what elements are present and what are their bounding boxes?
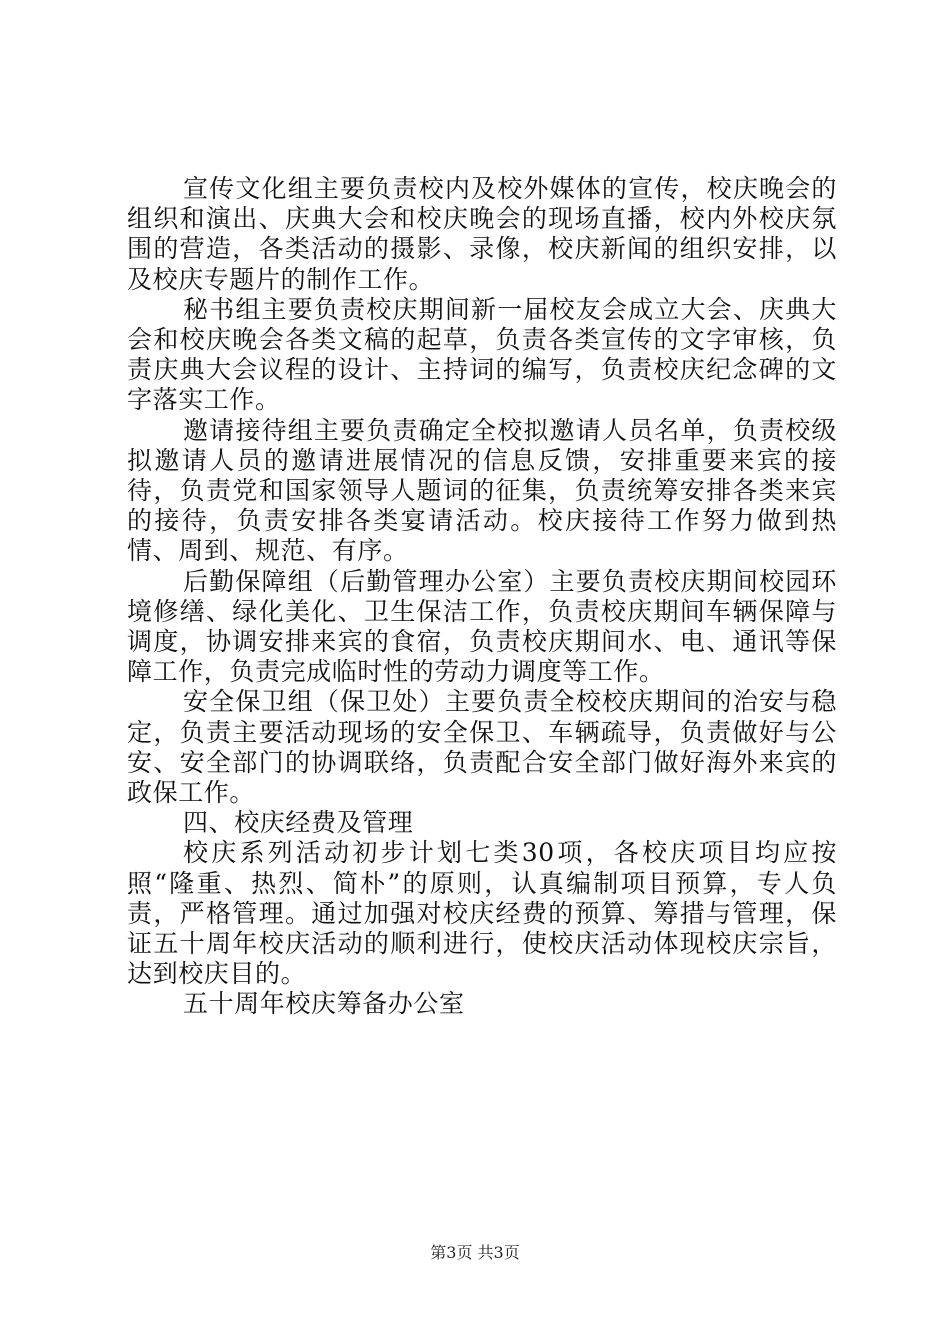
page-footer: 第3页 共3页 — [430, 1243, 520, 1262]
paragraph-publicity-group: 宣传文化组主要负责校内及校外媒体的宣传，校庆晚会的组织和演出、庆典大会和校庆晚会的现场直播，校内外校庆氛围的营造，各类活动的摄影、录像，校庆新闻的组织安排，以及校庆专题片的制作工作。 — [127, 174, 837, 294]
section-heading-funding: 四、校庆经费及管理 — [183, 808, 414, 838]
paragraph-security-group: 安全保卫组（保卫处）主要负责全校校庆期间的治安与稳定，负责主要活动现场的安全保卫、车辆疏导，负责做好与公安、安全部门的协调联络，负责配合安全部门做好海外来宾的政保工作。 — [127, 687, 837, 808]
paragraph-reception-group: 邀请接待组主要负责确定全校拟邀请人员名单，负责校级拟邀请人员的邀请进展情况的信息反馈，安排重要来宾的接待，负责党和国家领导人题词的征集，负责统筹安排各类来宾的接待，负责安排各类宴请活动。校庆接待工作努力做到热情、周到、规范、有序。 — [127, 415, 837, 566]
paragraph-funding: 校庆系列活动初步计划七类30项，各校庆项目均应按照“隆重、热烈、简朴”的原则，认真编制项目预算，专人负责，严格管理。通过加强对校庆经费的预算、筹措与管理，保证五十周年校庆活动的顺利进行，使校庆活动体现校庆宗旨，达到校庆目的。 — [127, 838, 837, 989]
signature-office: 五十周年校庆筹备办公室 — [183, 989, 465, 1019]
document-body — [127, 174, 837, 1020]
paragraph-secretariat-group: 秘书组主要负责校庆期间新一届校友会成立大会、庆典大会和校庆晚会各类文稿的起草，负责各类宣传的文字审核，负责庆典大会议程的设计、主持词的编写，负责校庆纪念碑的文字落实工作。 — [127, 294, 837, 415]
paragraph-logistics-group: 后勤保障组（后勤管理办公室）主要负责校庆期间校园环境修缮、绿化美化、卫生保洁工作，负责校庆期间车辆保障与调度，协调安排来宾的食宿，负责校庆期间水、电、通讯等保障工作，负责完成临时性的劳动力调度等工作。 — [127, 566, 837, 687]
